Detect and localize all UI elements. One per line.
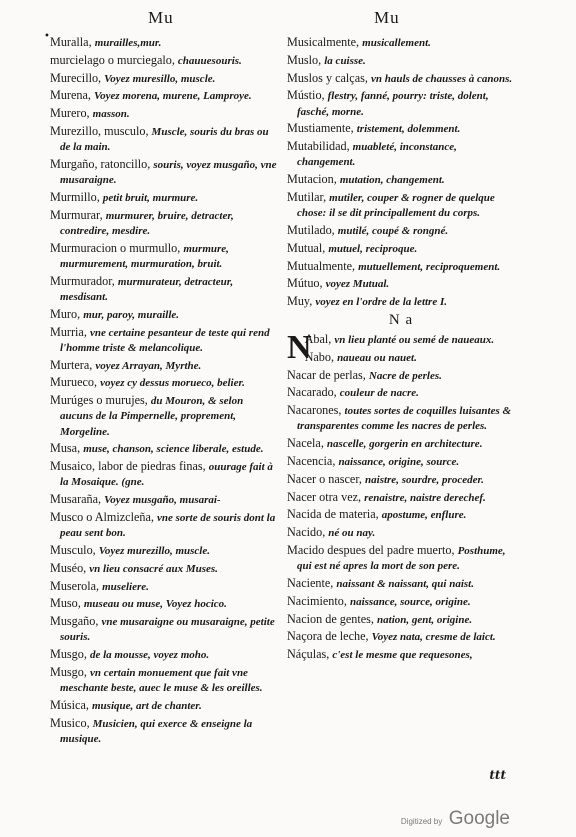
entry-headword: Murueco,	[50, 375, 98, 390]
dictionary-entry	[50, 157, 278, 187]
entry-headword: Murúges o murujes,	[50, 393, 148, 408]
dictionary-entry	[50, 307, 278, 322]
dictionary-entry	[50, 393, 278, 439]
entry-headword: Muralla,	[50, 35, 92, 49]
entry-definition: nation, gent, origine.	[377, 613, 473, 626]
dictionary-entry	[50, 124, 278, 154]
entry-definition: flestry, fanné, pourry: triste, dolent, fasché, morne.	[297, 90, 489, 118]
dictionary-entry	[287, 190, 515, 220]
dictionary-entry	[50, 190, 278, 205]
dictionary-entry	[287, 259, 515, 274]
dictionary-entry	[287, 121, 515, 136]
entry-headword: Murtera,	[50, 357, 93, 372]
dictionary-entry	[50, 274, 278, 304]
entry-headword: Nacida de materia,	[287, 507, 379, 522]
entry-definition: Muscle, souris du bras ou de la main.	[60, 125, 269, 154]
dictionary-entry	[50, 71, 278, 86]
entry-headword: Muslo,	[287, 52, 322, 67]
entry-headword: Nabo,	[304, 349, 335, 364]
entry-headword: Mutacion,	[287, 172, 337, 187]
entry-definition: mutuel, reciproque.	[328, 242, 418, 255]
entry-headword: Murmillo,	[50, 189, 100, 204]
entry-definition: muableté, inconstance, changement.	[297, 141, 457, 169]
entry-headword: murcielago o murciegalo,	[50, 52, 175, 67]
watermark-small-text: Digitized by	[400, 817, 443, 826]
dictionary-entry	[287, 368, 515, 383]
entry-definition: la cuisse.	[324, 54, 366, 67]
entry-definition: mur, paroy, muraille.	[83, 308, 180, 321]
entry-headword: Muséo,	[50, 560, 87, 575]
entry-definition: museliere.	[102, 580, 149, 593]
dictionary-entry	[287, 472, 515, 487]
entry-headword: Musgo,	[50, 664, 87, 679]
entry-definition: mutiler, couper & rogner de quelque chose: il se dit principallement du corps.	[297, 191, 495, 220]
dictionary-entry	[50, 698, 278, 713]
entry-definition: muse, chanson, science liberale, estude.	[83, 443, 264, 456]
dictionary-entry	[50, 647, 278, 662]
entry-headword: Musco o Almizcleña,	[50, 509, 154, 524]
dictionary-entry	[287, 507, 515, 522]
entry-headword: Nacion de gentes,	[287, 611, 374, 626]
right-column-na-entries	[287, 328, 515, 662]
dictionary-entry	[287, 436, 515, 451]
dictionary-entry	[50, 665, 278, 695]
margin-mark: •	[44, 31, 50, 42]
entry-headword: Murezillo, musculo,	[50, 123, 149, 138]
entry-headword: Macido despues del padre muerto,	[287, 542, 455, 557]
entry-headword: Mutilado,	[287, 222, 335, 237]
entry-definition: vn hauls de chausses à canons.	[370, 72, 513, 85]
dictionary-entry	[287, 490, 515, 505]
entry-headword: Nacimiento,	[287, 593, 347, 608]
entry-definition: apostume, enflure.	[381, 509, 467, 522]
entry-headword: Mútuo,	[287, 276, 323, 291]
entry-headword: Mutual,	[287, 240, 326, 255]
right-column-mu-entries	[287, 35, 515, 309]
drop-cap: N	[287, 328, 312, 366]
entry-headword: Muro,	[50, 306, 81, 321]
entry-headword: Naçora de leche,	[287, 629, 369, 644]
dictionary-entry	[50, 716, 278, 746]
entry-headword: Musgo,	[50, 647, 87, 662]
entry-definition: naissance, origine, source.	[338, 455, 460, 468]
dictionary-entry	[287, 223, 515, 238]
dictionary-entry	[287, 35, 515, 50]
entry-definition: naissant & naissant, qui naist.	[336, 577, 474, 590]
dictionary-entry	[287, 139, 515, 169]
entry-headword: Musgaño,	[50, 614, 99, 629]
entry-definition: masson.	[92, 108, 130, 121]
entry-definition: du Mouron, & selon aucuns de la Pimpernelle, proprement, Morgeline.	[60, 395, 244, 438]
dictionary-entry	[287, 525, 515, 540]
dictionary-entry	[287, 71, 515, 86]
entry-definition: museau ou muse, Voyez hocico.	[83, 598, 227, 611]
dictionary-entry	[287, 612, 515, 627]
dictionary-entry	[50, 561, 278, 576]
entry-headword: Música,	[50, 697, 89, 712]
left-running-head: Mu	[148, 8, 174, 27]
entry-definition: c'est le mesme que requesones,	[332, 649, 473, 662]
dictionary-entry	[287, 53, 515, 68]
entry-headword: Musculo,	[50, 542, 96, 557]
entry-definition: mutation, changement.	[339, 174, 445, 187]
dictionary-entry	[287, 576, 515, 591]
entry-definition: musicallement.	[362, 37, 431, 49]
entry-headword: Nacido,	[287, 525, 326, 540]
entry-definition: murmurateur, detracteur, mesdisant.	[60, 275, 234, 303]
entry-definition: naistre, sourdre, proceder.	[365, 473, 484, 486]
dictionary-entry	[287, 88, 515, 118]
entry-definition: Voyez muresillo, muscle.	[104, 72, 216, 85]
dictionary-entry	[287, 594, 515, 609]
digitized-watermark	[401, 808, 510, 830]
dictionary-entry	[50, 53, 278, 68]
entry-definition: vne sorte de souris dont la peau sent bon.	[60, 511, 276, 540]
dictionary-entry	[50, 325, 278, 355]
entry-definition: de la mousse, voyez moho.	[89, 649, 210, 662]
entry-definition: mutilé, coupé & rongné.	[337, 224, 449, 237]
catchword: ttt	[489, 768, 506, 782]
dictionary-entry	[50, 441, 278, 456]
dictionary-entry	[50, 88, 278, 103]
entry-definition: mutuellement, reciproquement.	[358, 260, 501, 273]
dictionary-entry	[50, 358, 278, 373]
entry-headword: Murecillo,	[50, 70, 102, 85]
entry-headword: Muserola,	[50, 578, 100, 593]
entry-headword: Abal,	[304, 331, 332, 346]
entry-definition: Voyez murezillo, muscle.	[98, 544, 210, 557]
entry-definition: couleur de nacre.	[339, 387, 419, 400]
dictionary-entry	[287, 350, 515, 365]
entry-definition: Voyez morena, murene, Lamproye.	[94, 90, 252, 103]
entry-definition: Nacre de perles.	[368, 369, 442, 382]
entry-definition: vn certain monuement que fait vne meschante beste, auec le muse & les oreilles.	[60, 666, 263, 695]
entry-headword: Murmurador,	[50, 273, 115, 288]
entry-definition: musique, art de chanter.	[91, 699, 202, 712]
entry-headword: Nacer o nascer,	[287, 471, 362, 486]
entry-definition: voyez en l'ordre de la lettre I.	[315, 296, 447, 309]
entry-headword: Murgaño, ratoncillo,	[50, 156, 151, 171]
entry-definition: vne musaraigne ou musaraigne, petite souris.	[60, 616, 275, 644]
dictionary-entry	[287, 647, 515, 662]
right-running-head: Mu	[374, 8, 400, 27]
entry-definition: voyez Arrayan, Myrthe.	[95, 359, 202, 372]
entry-headword: Nacarado,	[287, 385, 337, 400]
dictionary-entry	[287, 241, 515, 256]
dictionary-entry	[287, 385, 515, 400]
dictionary-entry	[50, 208, 278, 238]
entry-definition: naueau ou nauet.	[337, 351, 417, 364]
dictionary-entry	[50, 241, 278, 271]
entry-definition: petit bruit, murmure.	[102, 191, 199, 204]
entry-headword: Muslos y calças,	[287, 70, 368, 85]
entry-definition: ouurage fait à la Mosaique. (gne.	[60, 461, 273, 489]
dictionary-entry	[287, 629, 515, 644]
entry-headword: Murmuracion o murmullo,	[50, 240, 181, 255]
entry-headword: Musaico, labor de piedras finas,	[50, 459, 206, 474]
entry-definition: Voyez musgaño, musarai-	[104, 494, 221, 507]
entry-headword: Murmurar,	[50, 207, 103, 222]
dictionary-entry	[287, 294, 515, 309]
entry-headword: Nacer otra vez,	[287, 489, 362, 504]
dictionary-entry	[50, 510, 278, 540]
entry-headword: Murero,	[50, 106, 90, 121]
entry-headword: Musaraña,	[50, 492, 102, 507]
entry-headword: Musa,	[50, 441, 81, 456]
entry-headword: Naciente,	[287, 575, 334, 590]
entry-definition: toutes sortes de coquilles luisantes & transparentes comme les nacres de perles.	[297, 405, 512, 433]
entry-definition: vn lieu planté ou semé de naueaux.	[334, 333, 495, 346]
entry-definition: nascelle, gorgerin en architecture.	[326, 438, 483, 451]
entry-headword: Nacar de perlas,	[287, 367, 366, 382]
dictionary-entry	[50, 492, 278, 507]
dictionary-entry	[50, 614, 278, 644]
entry-headword: Musico,	[50, 715, 90, 730]
entry-definition: murmurer, bruire, detracter, contredire, mesdire.	[60, 209, 234, 237]
entry-headword: Náçulas,	[287, 647, 330, 662]
google-logo: Google	[448, 808, 510, 829]
entry-definition: voyez cy dessus morueco, belier.	[100, 377, 245, 390]
entry-headword: Mústio,	[287, 88, 325, 103]
left-column	[50, 35, 278, 749]
entry-definition: naissance, source, origine.	[349, 595, 471, 608]
entry-headword: Mutabilidad,	[287, 139, 350, 154]
dictionary-entry	[50, 543, 278, 558]
dictionary-entry	[50, 375, 278, 390]
dictionary-entry	[287, 403, 515, 433]
entry-definition: Posthume, qui est né apres la mort de son pere.	[297, 544, 506, 573]
entry-definition: murailles,mur.	[94, 37, 162, 49]
entry-definition: vn lieu consacré aux Muses.	[89, 562, 218, 575]
entry-headword: Muso,	[50, 596, 81, 611]
entry-headword: Mustiamente,	[287, 121, 354, 136]
dictionary-entry	[287, 172, 515, 187]
entry-definition: murmure, murmurement, murmuration, bruit.	[60, 242, 229, 270]
entry-definition: voyez Mutual.	[325, 278, 390, 291]
section-heading: N a	[388, 311, 414, 328]
dictionary-entry	[50, 579, 278, 594]
entry-definition: né ou nay.	[328, 527, 376, 540]
dictionary-entry	[287, 276, 515, 291]
entry-headword: Mutilar,	[287, 189, 327, 204]
entry-definition: vne certaine pesanteur de teste qui rend l'homme triste & melancolique.	[60, 326, 270, 354]
entry-definition: Voyez nata, cresme de laict.	[371, 631, 496, 644]
dictionary-entry	[50, 35, 278, 50]
entry-definition: souris, voyez musgaño, vne musaraigne.	[60, 158, 277, 187]
entry-definition: chauuesouris.	[177, 54, 242, 67]
entry-definition: renaistre, naistre derechef.	[364, 491, 486, 504]
dictionary-entry	[287, 543, 515, 573]
entry-headword: Murria,	[50, 324, 87, 339]
entry-headword: Musicalmente,	[287, 35, 360, 49]
entry-headword: Muy,	[287, 294, 313, 309]
entry-definition: Musicien, qui exerce & enseigne la musique.	[60, 717, 253, 745]
entry-headword: Nacela,	[287, 436, 324, 451]
entry-headword: Mutualmente,	[287, 258, 356, 273]
dictionary-entry	[287, 454, 515, 469]
right-column	[287, 35, 515, 665]
dictionary-entry	[50, 106, 278, 121]
dictionary-entry	[50, 596, 278, 611]
entry-headword: Murena,	[50, 88, 91, 103]
entry-definition: tristement, dolemment.	[356, 123, 461, 136]
entry-headword: Nacencia,	[287, 453, 336, 468]
entry-headword: Nacarones,	[287, 403, 342, 418]
dictionary-entry	[50, 459, 278, 489]
